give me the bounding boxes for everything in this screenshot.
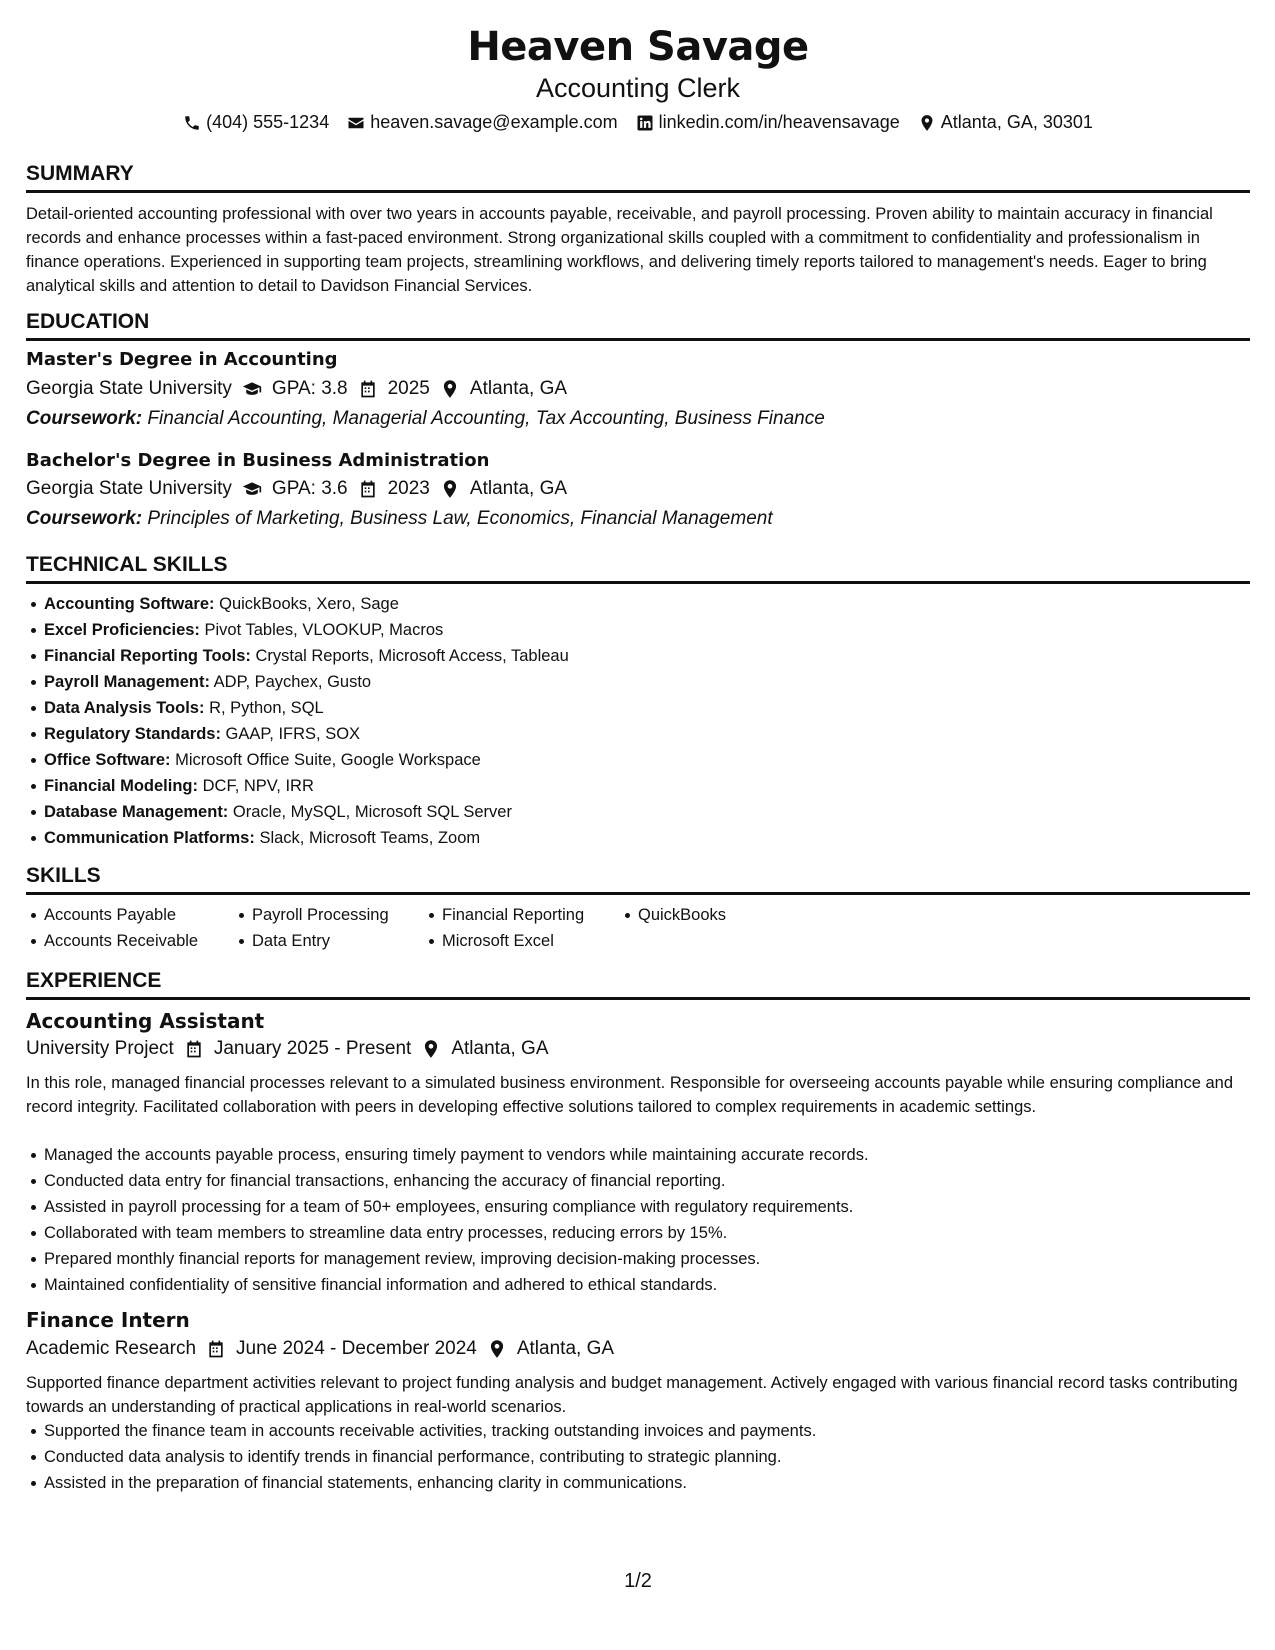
coursework-label: Coursework: (26, 508, 143, 529)
job-title: Accounting Clerk (535, 73, 741, 103)
contact-email[interactable] (347, 112, 617, 133)
skill-item: Accounts Payable (44, 902, 252, 928)
gpa-text: GPA: 3.6 (271, 478, 348, 499)
map-pin-icon (421, 1039, 441, 1059)
linkedin-icon (636, 114, 654, 132)
phone-text: (404) 555-1234 (206, 112, 330, 132)
list-item: Excel Proficiencies: Pivot Tables, VLOOKUP, Macros (44, 617, 569, 643)
calendar-icon (358, 379, 378, 399)
skill-item: Payroll Processing (252, 902, 442, 928)
list-item: Assisted in payroll processing for a team of 50+ employees, ensuring compliance with regulatory requirements. (44, 1194, 869, 1220)
graduation-year: 2023 (387, 478, 430, 499)
contact-location (918, 112, 1093, 133)
degree-title: Bachelor's Degree in Business Administration (26, 450, 490, 471)
calendar-icon (184, 1039, 204, 1059)
list-item: Conducted data entry for financial transactions, enhancing the accuracy of financial reporting. (44, 1168, 869, 1194)
degree-meta (26, 478, 567, 500)
list-item: Conducted data analysis to identify trends in financial performance, contributing to strategic planning. (44, 1444, 816, 1470)
list-item: Managed the accounts payable process, ensuring timely payment to vendors while maintaining accurate records. (44, 1142, 869, 1168)
map-pin-icon (440, 479, 460, 499)
job-description: In this role, managed financial processes relevant to a simulated business environment. Responsible for overseeing accounts payable while ensuring compliance and record integrity. Facilitated collaboration with peers in developing effective solutions tailored to complex requirements in academic settings. (26, 1074, 1234, 1116)
linkedin-text: linkedin.com/in/heavensavage (658, 112, 900, 132)
coursework-text: Principles of Marketing, Business Law, Economics, Financial Management (147, 508, 773, 529)
organization-name: Academic Research (26, 1338, 197, 1359)
contact-linkedin[interactable] (636, 112, 900, 133)
page-number: 1/2 (624, 1570, 652, 1592)
calendar-icon (358, 479, 378, 499)
list-item: Accounting Software: QuickBooks, Xero, Sage (44, 591, 569, 617)
contact-phone[interactable] (183, 112, 329, 133)
section-heading-technical-skills: TECHNICAL SKILLS (26, 553, 1250, 584)
location-text: Atlanta, GA, 30301 (940, 112, 1093, 132)
skill-item: Data Entry (252, 928, 442, 954)
list-item: Supported the finance team in accounts receivable activities, tracking outstanding invoices and payments. (44, 1418, 816, 1444)
job-location: Atlanta, GA (516, 1338, 615, 1359)
phone-icon (183, 114, 201, 132)
coursework-label: Coursework: (26, 408, 143, 429)
job-meta (26, 1038, 549, 1060)
calendar-icon (206, 1339, 226, 1359)
job-dates: June 2024 - December 2024 (236, 1338, 477, 1359)
list-item: Regulatory Standards: GAAP, IFRS, SOX (44, 721, 569, 747)
email-text: heaven.savage@example.com (370, 112, 618, 132)
job-location: Atlanta, GA (451, 1038, 549, 1059)
list-item: Payroll Management: ADP, Paychex, Gusto (44, 669, 569, 695)
job-title: Finance Intern (26, 1308, 190, 1332)
school-name: Georgia State University (26, 478, 232, 499)
list-item: Communication Platforms: Slack, Microsoft Teams, Zoom (44, 825, 569, 851)
job-description: Supported finance department activities relevant to project funding analysis and budget management. Actively engaged with various financial record tasks contributing towards an understanding of practical applications in real-world scenarios. (26, 1374, 1238, 1416)
graduation-cap-icon (242, 379, 262, 399)
job-bullets (44, 1418, 816, 1496)
section-heading-education: EDUCATION (26, 310, 1250, 341)
school-location: Atlanta, GA (469, 378, 568, 399)
job-dates: January 2025 - Present (213, 1038, 412, 1059)
list-item: Prepared monthly financial reports for management review, improving decision-making processes. (44, 1246, 869, 1272)
skill-item: Microsoft Excel (442, 928, 638, 954)
job-meta (26, 1338, 614, 1360)
coursework-line (26, 408, 825, 430)
resume-page (26, 0, 1250, 1650)
list-item: Office Software: Microsoft Office Suite, Google Workspace (44, 747, 569, 773)
skill-item: Accounts Receivable (44, 928, 252, 954)
section-heading-summary: SUMMARY (26, 162, 1250, 193)
contact-bar (26, 112, 1250, 133)
graduation-cap-icon (242, 479, 262, 499)
technical-skills-list (44, 591, 569, 851)
map-pin-icon (487, 1339, 507, 1359)
graduation-year: 2025 (387, 378, 430, 399)
map-pin-icon (918, 114, 936, 132)
list-item: Assisted in the preparation of financial statements, enhancing clarity in communications. (44, 1470, 816, 1496)
skill-item: Financial Reporting (442, 902, 638, 928)
gpa-text: GPA: 3.8 (271, 378, 348, 399)
list-item: Collaborated with team members to streamline data entry processes, reducing errors by 15%. (44, 1220, 869, 1246)
candidate-name: Heaven Savage (467, 24, 809, 70)
list-item: Maintained confidentiality of sensitive financial information and adhered to ethical standards. (44, 1272, 869, 1298)
list-item: Financial Modeling: DCF, NPV, IRR (44, 773, 569, 799)
degree-title: Master's Degree in Accounting (26, 349, 338, 370)
job-bullets (44, 1142, 869, 1298)
section-heading-experience: EXPERIENCE (26, 969, 1250, 1000)
map-pin-icon (440, 379, 460, 399)
school-name: Georgia State University (26, 378, 232, 399)
section-heading-skills: SKILLS (26, 864, 1250, 895)
skill-item: QuickBooks (638, 902, 798, 928)
list-item: Database Management: Oracle, MySQL, Microsoft SQL Server (44, 799, 569, 825)
coursework-text: Financial Accounting, Managerial Accounting, Tax Accounting, Business Finance (147, 408, 825, 429)
organization-name: University Project (26, 1038, 174, 1059)
list-item: Financial Reporting Tools: Crystal Reports, Microsoft Access, Tableau (44, 643, 569, 669)
degree-meta (26, 378, 567, 400)
school-location: Atlanta, GA (469, 478, 568, 499)
envelope-icon (347, 114, 365, 132)
job-title: Accounting Assistant (26, 1009, 265, 1033)
list-item: Data Analysis Tools: R, Python, SQL (44, 695, 569, 721)
coursework-line (26, 508, 773, 530)
skills-grid (44, 902, 798, 954)
summary-text: Detail-oriented accounting professional with over two years in accounts payable, receivable, and payroll processing. Proven ability to maintain accuracy in financial records and enhance processes within a fast-paced environment. Strong organizational skills coupled with a commitment to confidentiality and professionalism in finance operations. Experienced in supporting team projects, streamlining workflows, and delivering timely reports tailored to management's needs. Eager to bring analytical skills and attention to detail to Davidson Financial Services. (26, 205, 1213, 295)
